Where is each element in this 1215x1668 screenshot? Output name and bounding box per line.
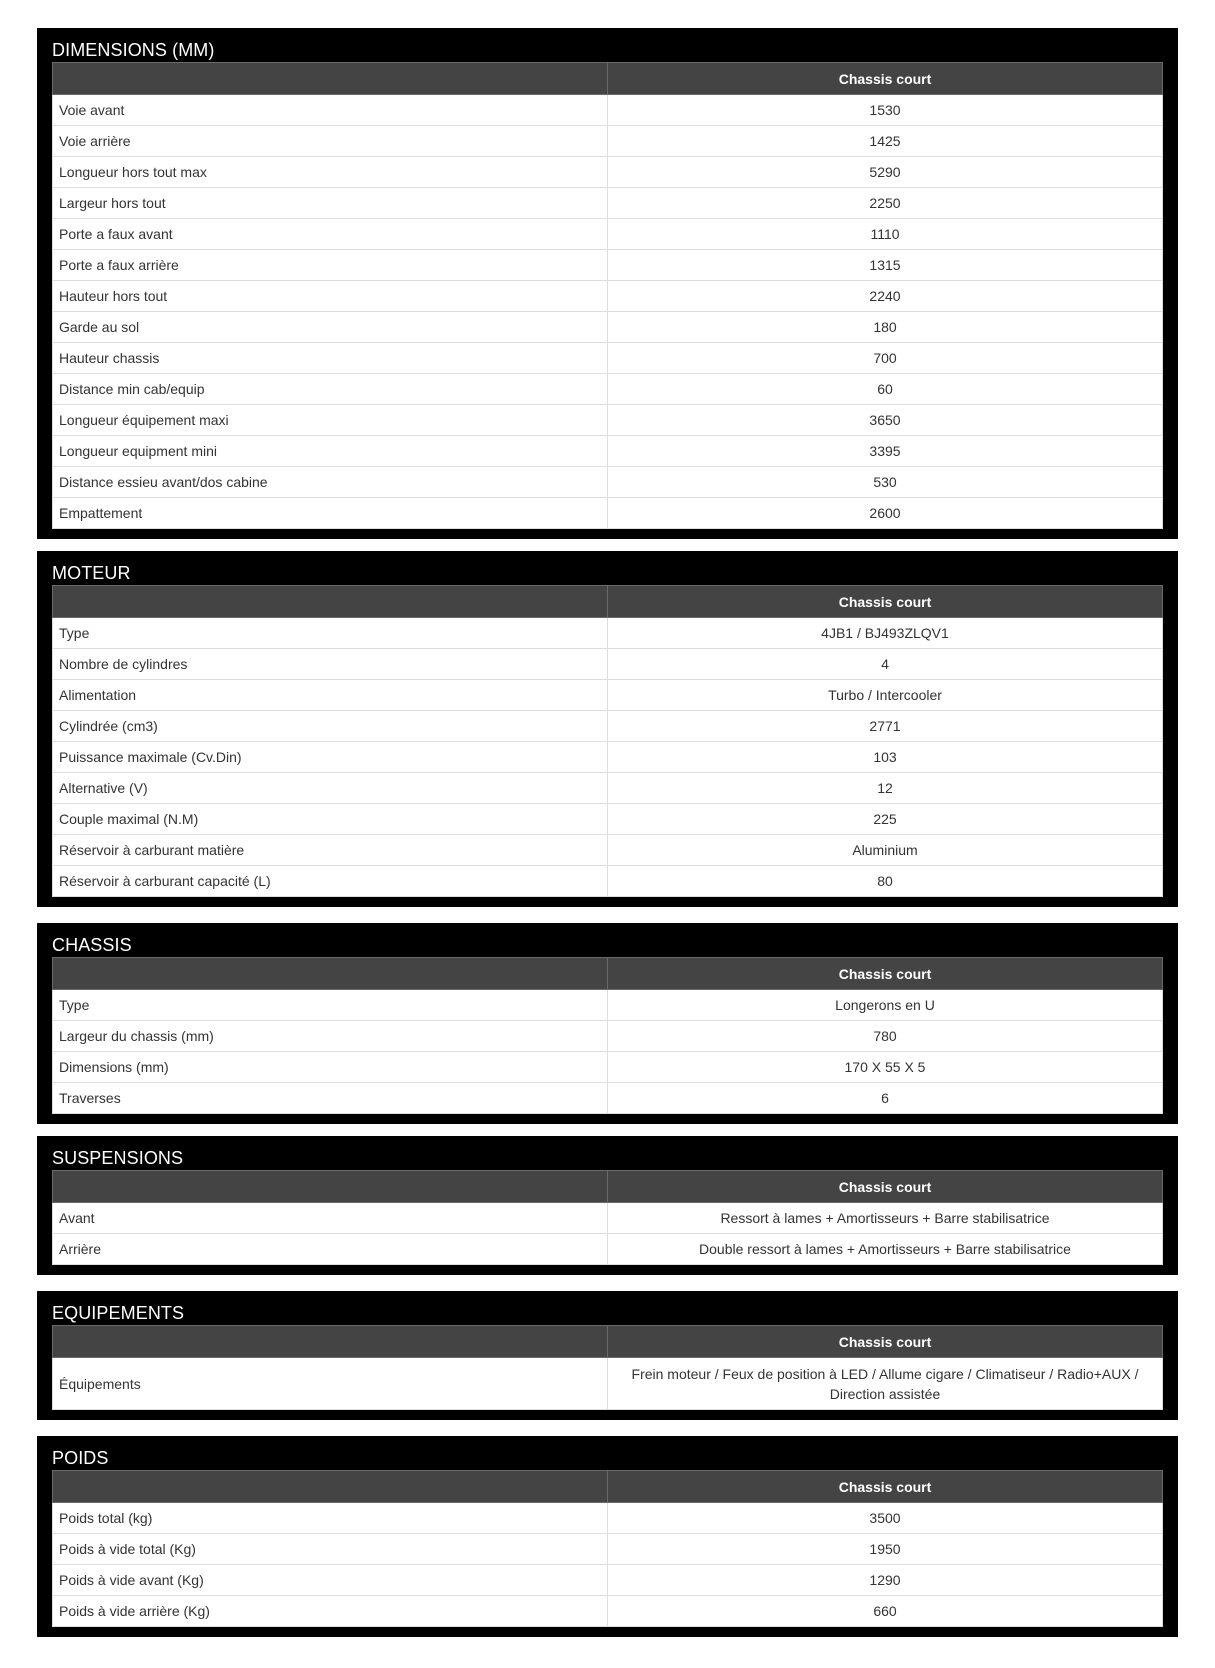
row-value: 2240 <box>608 281 1163 312</box>
table-row <box>53 742 1163 773</box>
row-value: 180 <box>608 312 1163 343</box>
row-value: Ressort à lames + Amortisseurs + Barre stabilisatrice <box>608 1203 1163 1234</box>
table-row <box>53 1503 1163 1534</box>
section-title: MOTEUR <box>52 563 131 583</box>
column-header: Chassis court <box>608 63 1163 95</box>
row-value: 3650 <box>608 405 1163 436</box>
row-value: 225 <box>608 804 1163 835</box>
row-label: Hauteur hors tout <box>53 281 608 312</box>
spec-section <box>37 1291 1178 1420</box>
header-empty-cell <box>53 958 608 990</box>
section-title: SUSPENSIONS <box>52 1148 184 1168</box>
row-label: Voie avant <box>53 95 608 126</box>
row-label: Nombre de cylindres <box>53 649 608 680</box>
section-title: DIMENSIONS (MM) <box>52 40 215 60</box>
row-label: Puissance maximale (Cv.Din) <box>53 742 608 773</box>
spec-table <box>52 1170 1163 1265</box>
row-value: 80 <box>608 866 1163 897</box>
table-row <box>53 804 1163 835</box>
row-value: Turbo / Intercooler <box>608 680 1163 711</box>
row-value: 5290 <box>608 157 1163 188</box>
row-label: Distance essieu avant/dos cabine <box>53 467 608 498</box>
spec-table <box>52 1470 1163 1627</box>
row-label: Voie arrière <box>53 126 608 157</box>
table-header-row <box>53 958 1163 990</box>
row-label: Dimensions (mm) <box>53 1052 608 1083</box>
row-value: Aluminium <box>608 835 1163 866</box>
row-label: Longueur hors tout max <box>53 157 608 188</box>
table-row <box>53 405 1163 436</box>
table-row <box>53 467 1163 498</box>
row-value: 1315 <box>608 250 1163 281</box>
row-label: Alimentation <box>53 680 608 711</box>
spec-table <box>52 957 1163 1114</box>
row-value: 1530 <box>608 95 1163 126</box>
row-value: 6 <box>608 1083 1163 1114</box>
row-value: 700 <box>608 343 1163 374</box>
table-row <box>53 1021 1163 1052</box>
row-label: Équipements <box>53 1358 608 1410</box>
spec-section <box>37 28 1178 539</box>
row-label: Réservoir à carburant matière <box>53 835 608 866</box>
table-row <box>53 219 1163 250</box>
table-row <box>53 95 1163 126</box>
row-label: Type <box>53 618 608 649</box>
row-value: 1425 <box>608 126 1163 157</box>
row-label: Type <box>53 990 608 1021</box>
row-label: Longueur equipment mini <box>53 436 608 467</box>
row-value: 60 <box>608 374 1163 405</box>
column-header: Chassis court <box>608 1326 1163 1358</box>
table-row <box>53 649 1163 680</box>
spec-section <box>37 1136 1178 1275</box>
spec-section <box>37 551 1178 907</box>
table-row <box>53 711 1163 742</box>
row-label: Cylindrée (cm3) <box>53 711 608 742</box>
table-row <box>53 157 1163 188</box>
table-row <box>53 1596 1163 1627</box>
row-label: Porte a faux arrière <box>53 250 608 281</box>
spec-section <box>37 1436 1178 1637</box>
row-label: Garde au sol <box>53 312 608 343</box>
row-value: 3395 <box>608 436 1163 467</box>
table-row <box>53 773 1163 804</box>
table-row <box>53 281 1163 312</box>
spec-section <box>37 923 1178 1124</box>
table-header-row <box>53 1326 1163 1358</box>
section-title: CHASSIS <box>52 935 132 955</box>
row-value: Double ressort à lames + Amortisseurs + Barre stabilisatrice <box>608 1234 1163 1265</box>
row-label: Arrière <box>53 1234 608 1265</box>
row-value: 103 <box>608 742 1163 773</box>
table-row <box>53 374 1163 405</box>
table-row <box>53 343 1163 374</box>
row-value: 530 <box>608 467 1163 498</box>
table-row <box>53 1358 1163 1410</box>
section-title: EQUIPEMENTS <box>52 1303 185 1323</box>
table-header-row <box>53 1171 1163 1203</box>
table-row <box>53 1052 1163 1083</box>
row-value: 170 X 55 X 5 <box>608 1052 1163 1083</box>
table-header-row <box>53 586 1163 618</box>
row-value: 780 <box>608 1021 1163 1052</box>
table-row <box>53 436 1163 467</box>
table-header-row <box>53 1471 1163 1503</box>
row-label: Poids à vide total (Kg) <box>53 1534 608 1565</box>
row-label: Hauteur chassis <box>53 343 608 374</box>
row-value: 2250 <box>608 188 1163 219</box>
row-label: Distance min cab/equip <box>53 374 608 405</box>
row-value: 2771 <box>608 711 1163 742</box>
row-label: Avant <box>53 1203 608 1234</box>
row-value: 4 <box>608 649 1163 680</box>
column-header: Chassis court <box>608 958 1163 990</box>
section-title: POIDS <box>52 1448 109 1468</box>
row-label: Porte a faux avant <box>53 219 608 250</box>
table-row <box>53 680 1163 711</box>
row-value: 2600 <box>608 498 1163 529</box>
column-header: Chassis court <box>608 1471 1163 1503</box>
column-header: Chassis court <box>608 586 1163 618</box>
row-value: Longerons en U <box>608 990 1163 1021</box>
row-value: 3500 <box>608 1503 1163 1534</box>
table-row <box>53 126 1163 157</box>
spec-table <box>52 585 1163 897</box>
row-label: Largeur du chassis (mm) <box>53 1021 608 1052</box>
table-row <box>53 618 1163 649</box>
row-value: 1110 <box>608 219 1163 250</box>
table-row <box>53 1203 1163 1234</box>
table-row <box>53 866 1163 897</box>
table-row <box>53 1083 1163 1114</box>
table-row <box>53 1234 1163 1265</box>
row-label: Alternative (V) <box>53 773 608 804</box>
table-row <box>53 1565 1163 1596</box>
table-row <box>53 498 1163 529</box>
header-empty-cell <box>53 586 608 618</box>
column-header: Chassis court <box>608 1171 1163 1203</box>
row-value: 12 <box>608 773 1163 804</box>
row-label: Réservoir à carburant capacité (L) <box>53 866 608 897</box>
header-empty-cell <box>53 63 608 95</box>
row-label: Empattement <box>53 498 608 529</box>
table-row <box>53 312 1163 343</box>
header-empty-cell <box>53 1171 608 1203</box>
table-row <box>53 1534 1163 1565</box>
row-value: 4JB1 / BJ493ZLQV1 <box>608 618 1163 649</box>
spec-sheet <box>37 28 1178 1637</box>
row-label: Largeur hors tout <box>53 188 608 219</box>
row-value: Frein moteur / Feux de position à LED / Allume cigare / Climatiseur / Radio+AUX / Direction assistée <box>608 1358 1163 1410</box>
row-value: 1290 <box>608 1565 1163 1596</box>
row-label: Couple maximal (N.M) <box>53 804 608 835</box>
spec-table <box>52 62 1163 529</box>
row-value: 1950 <box>608 1534 1163 1565</box>
table-header-row <box>53 63 1163 95</box>
row-label: Longueur équipement maxi <box>53 405 608 436</box>
row-value: 660 <box>608 1596 1163 1627</box>
row-label: Poids à vide arrière (Kg) <box>53 1596 608 1627</box>
header-empty-cell <box>53 1326 608 1358</box>
row-label: Poids total (kg) <box>53 1503 608 1534</box>
table-row <box>53 990 1163 1021</box>
row-label: Poids à vide avant (Kg) <box>53 1565 608 1596</box>
spec-table <box>52 1325 1163 1410</box>
header-empty-cell <box>53 1471 608 1503</box>
row-label: Traverses <box>53 1083 608 1114</box>
table-row <box>53 250 1163 281</box>
table-row <box>53 835 1163 866</box>
table-row <box>53 188 1163 219</box>
